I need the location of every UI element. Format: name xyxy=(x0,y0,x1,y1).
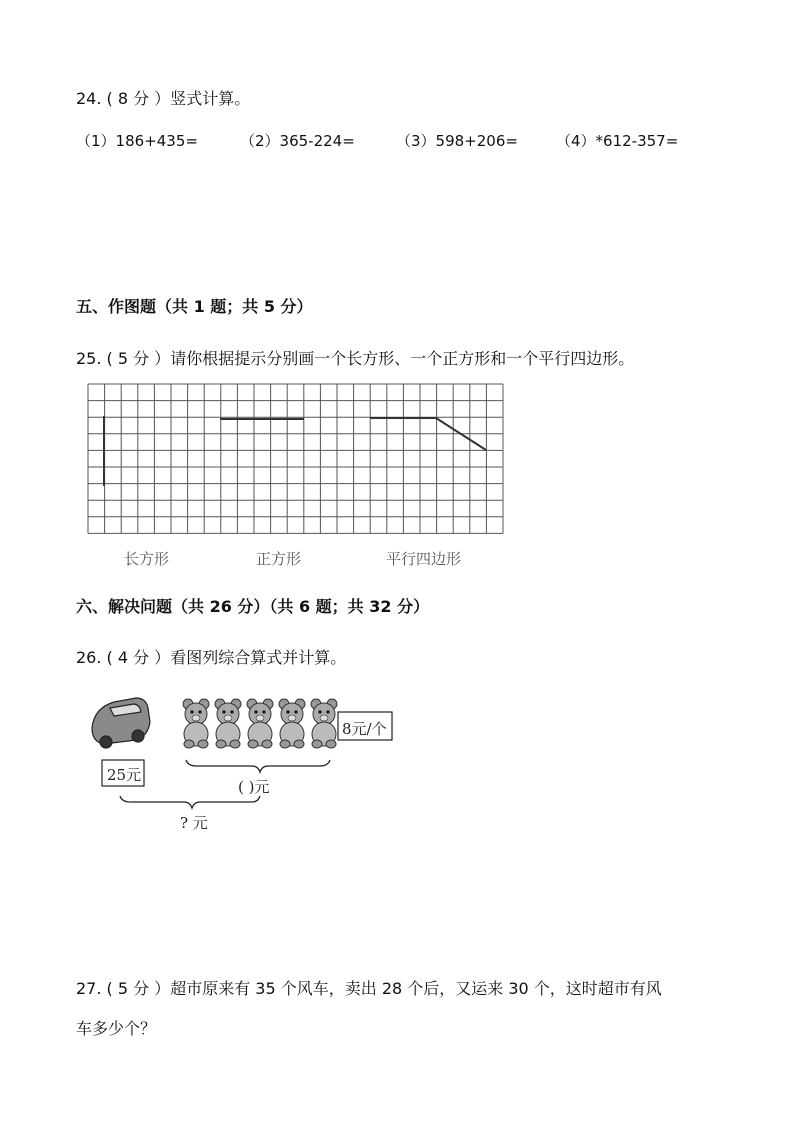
q25-title: 25. ( 5 分 ）请你根据提示分别画一个长方形、一个正方形和一个平行四边形。 xyxy=(76,349,635,368)
grand-total-label: ? 元 xyxy=(180,814,208,832)
teddy-bear-icon xyxy=(279,699,305,748)
section6-title: 六、解决问题（共 26 分）（共 6 题；共 32 分） xyxy=(76,597,430,616)
car-price-label: 25元 xyxy=(107,766,142,784)
teddy-bear-icon xyxy=(183,699,209,748)
teddy-bear-icon xyxy=(311,699,337,748)
q24-item-2: （2）365-224= xyxy=(240,132,355,150)
bear-price-label: 8元/个 xyxy=(342,720,387,738)
label-rectangle: 长方形 xyxy=(124,550,170,568)
shopping-figure xyxy=(84,688,414,838)
q24-title: 24. ( 8 分 ）竖式计算。 xyxy=(76,89,251,108)
section5-title: 五、作图题（共 1 题；共 5 分） xyxy=(76,297,313,316)
bears-total-blank: ( )元 xyxy=(238,778,270,796)
q26-title: 26. ( 4 分 ）看图列综合算式并计算。 xyxy=(76,648,347,667)
label-parallelogram: 平行四边形 xyxy=(386,550,462,568)
q24-item-4: （4）*612-357= xyxy=(556,132,679,150)
q24-item-1: （1）186+435= xyxy=(76,132,198,150)
q24-item-3: （3）598+206= xyxy=(396,132,518,150)
q27-line1: 27. ( 5 分 ）超市原来有 35 个风车，卖出 28 个后，又运来 30 个，这时超市有风 xyxy=(76,979,662,998)
teddy-bear-icon xyxy=(247,699,273,748)
drawing-grid[interactable] xyxy=(86,382,506,540)
label-square: 正方形 xyxy=(256,550,302,568)
toy-car-icon xyxy=(92,698,150,748)
teddy-bear-icon xyxy=(215,699,241,748)
q27-line2: 车多少个？ xyxy=(76,1019,157,1038)
